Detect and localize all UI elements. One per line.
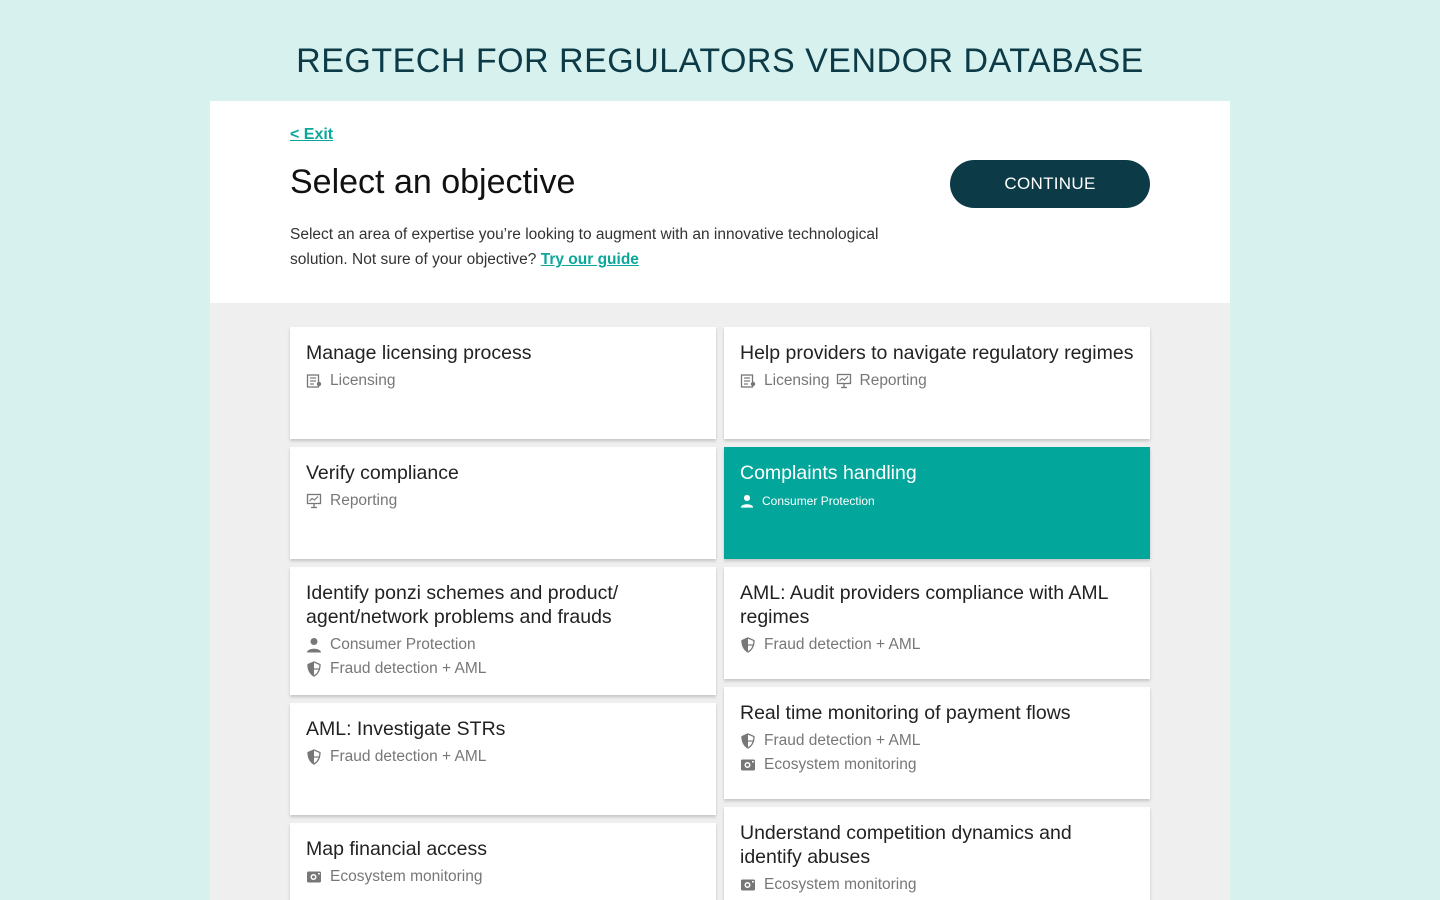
guide-link[interactable]: Try our guide xyxy=(540,251,639,268)
category-tag-label: Consumer Protection xyxy=(762,494,875,508)
objective-card-tags xyxy=(740,729,1134,777)
objective-card[interactable] xyxy=(290,567,716,695)
category-tag-label: Reporting xyxy=(859,372,927,389)
category-tag xyxy=(740,753,916,777)
category-tag xyxy=(740,369,830,393)
objective-card-title: Verify compliance xyxy=(306,462,459,484)
site-title: REGTECH FOR REGULATORS VENDOR DATABASE xyxy=(296,42,1144,80)
objective-card-title: Help providers to navigate regulatory regimes xyxy=(740,342,1134,364)
continue-button[interactable]: CONTINUE xyxy=(950,160,1150,208)
reporting-icon xyxy=(836,373,860,389)
category-tag xyxy=(306,633,476,657)
category-tag xyxy=(306,865,482,889)
licensing-icon xyxy=(740,373,764,389)
category-tag xyxy=(740,729,920,753)
category-tag-label: Fraud detection + AML xyxy=(330,660,487,677)
category-tag-label: Fraud detection + AML xyxy=(764,732,921,749)
panel-header xyxy=(210,101,1230,303)
person-icon xyxy=(740,494,762,508)
category-tag xyxy=(740,873,916,897)
category-tag xyxy=(740,633,920,657)
objective-card[interactable] xyxy=(290,823,716,900)
camera-icon xyxy=(740,877,764,893)
category-tag-label: Ecosystem monitoring xyxy=(764,876,917,893)
category-tag-label: Fraud detection + AML xyxy=(764,636,921,653)
objective-card-tags xyxy=(740,369,1134,393)
objective-card-tags xyxy=(306,745,700,769)
objective-card-title: AML: Audit providers compliance with AML regimes xyxy=(740,582,1108,628)
intro-description: Select an area of expertise you’re looking to augment with an innovative technological solution. Not sure of your objective? xyxy=(290,226,879,268)
category-tag-label: Licensing xyxy=(330,372,396,389)
camera-icon xyxy=(306,869,330,885)
shield-icon xyxy=(306,749,330,765)
objective-card[interactable] xyxy=(290,703,716,815)
objective-card-tags xyxy=(306,865,700,889)
objective-card-title: Manage licensing process xyxy=(306,342,532,364)
objective-card[interactable] xyxy=(724,687,1150,799)
category-tag-label: Consumer Protection xyxy=(330,636,476,653)
objective-card-title: Identify ponzi schemes and product/ agent/network problems and frauds xyxy=(306,582,619,628)
objective-card-tags xyxy=(306,633,700,681)
category-tag-label: Reporting xyxy=(330,492,398,509)
shield-icon xyxy=(740,637,764,653)
objective-card[interactable] xyxy=(724,807,1150,900)
objective-card-tags xyxy=(740,489,1134,513)
category-tag-label: Ecosystem monitoring xyxy=(764,756,917,773)
objective-card-title: AML: Investigate STRs xyxy=(306,718,506,740)
objective-panel xyxy=(210,101,1230,900)
category-tag-label: Licensing xyxy=(764,372,830,389)
licensing-icon xyxy=(306,373,330,389)
objective-card-title: Understand competition dynamics and identify abuses xyxy=(740,822,1072,868)
objective-card[interactable] xyxy=(724,327,1150,439)
objective-card-tags xyxy=(306,369,700,393)
category-tag-label: Ecosystem monitoring xyxy=(330,868,483,885)
objective-card[interactable] xyxy=(724,447,1150,559)
category-tag xyxy=(740,489,875,513)
intro-text xyxy=(290,222,910,272)
shield-icon xyxy=(306,661,330,677)
objective-card[interactable] xyxy=(290,327,716,439)
objective-card-title: Real time monitoring of payment flows xyxy=(740,702,1071,724)
objective-card[interactable] xyxy=(290,447,716,559)
category-tag xyxy=(306,489,397,513)
objective-card-tags xyxy=(740,873,1134,897)
category-tag xyxy=(306,745,486,769)
camera-icon xyxy=(740,757,764,773)
objective-card-tags xyxy=(306,489,700,513)
person-icon xyxy=(306,637,330,653)
category-tag-label: Fraud detection + AML xyxy=(330,748,487,765)
category-tag xyxy=(306,657,486,681)
reporting-icon xyxy=(306,493,330,509)
objective-card-title: Map financial access xyxy=(306,838,488,860)
shield-icon xyxy=(740,733,764,749)
objective-card-tags xyxy=(740,633,1134,657)
page-title: Select an objective xyxy=(290,163,576,201)
objective-card-title: Complaints handling xyxy=(740,462,917,484)
exit-link[interactable]: < Exit xyxy=(290,126,334,143)
category-tag xyxy=(306,369,396,393)
category-tag xyxy=(836,369,927,393)
objective-card[interactable] xyxy=(724,567,1150,679)
